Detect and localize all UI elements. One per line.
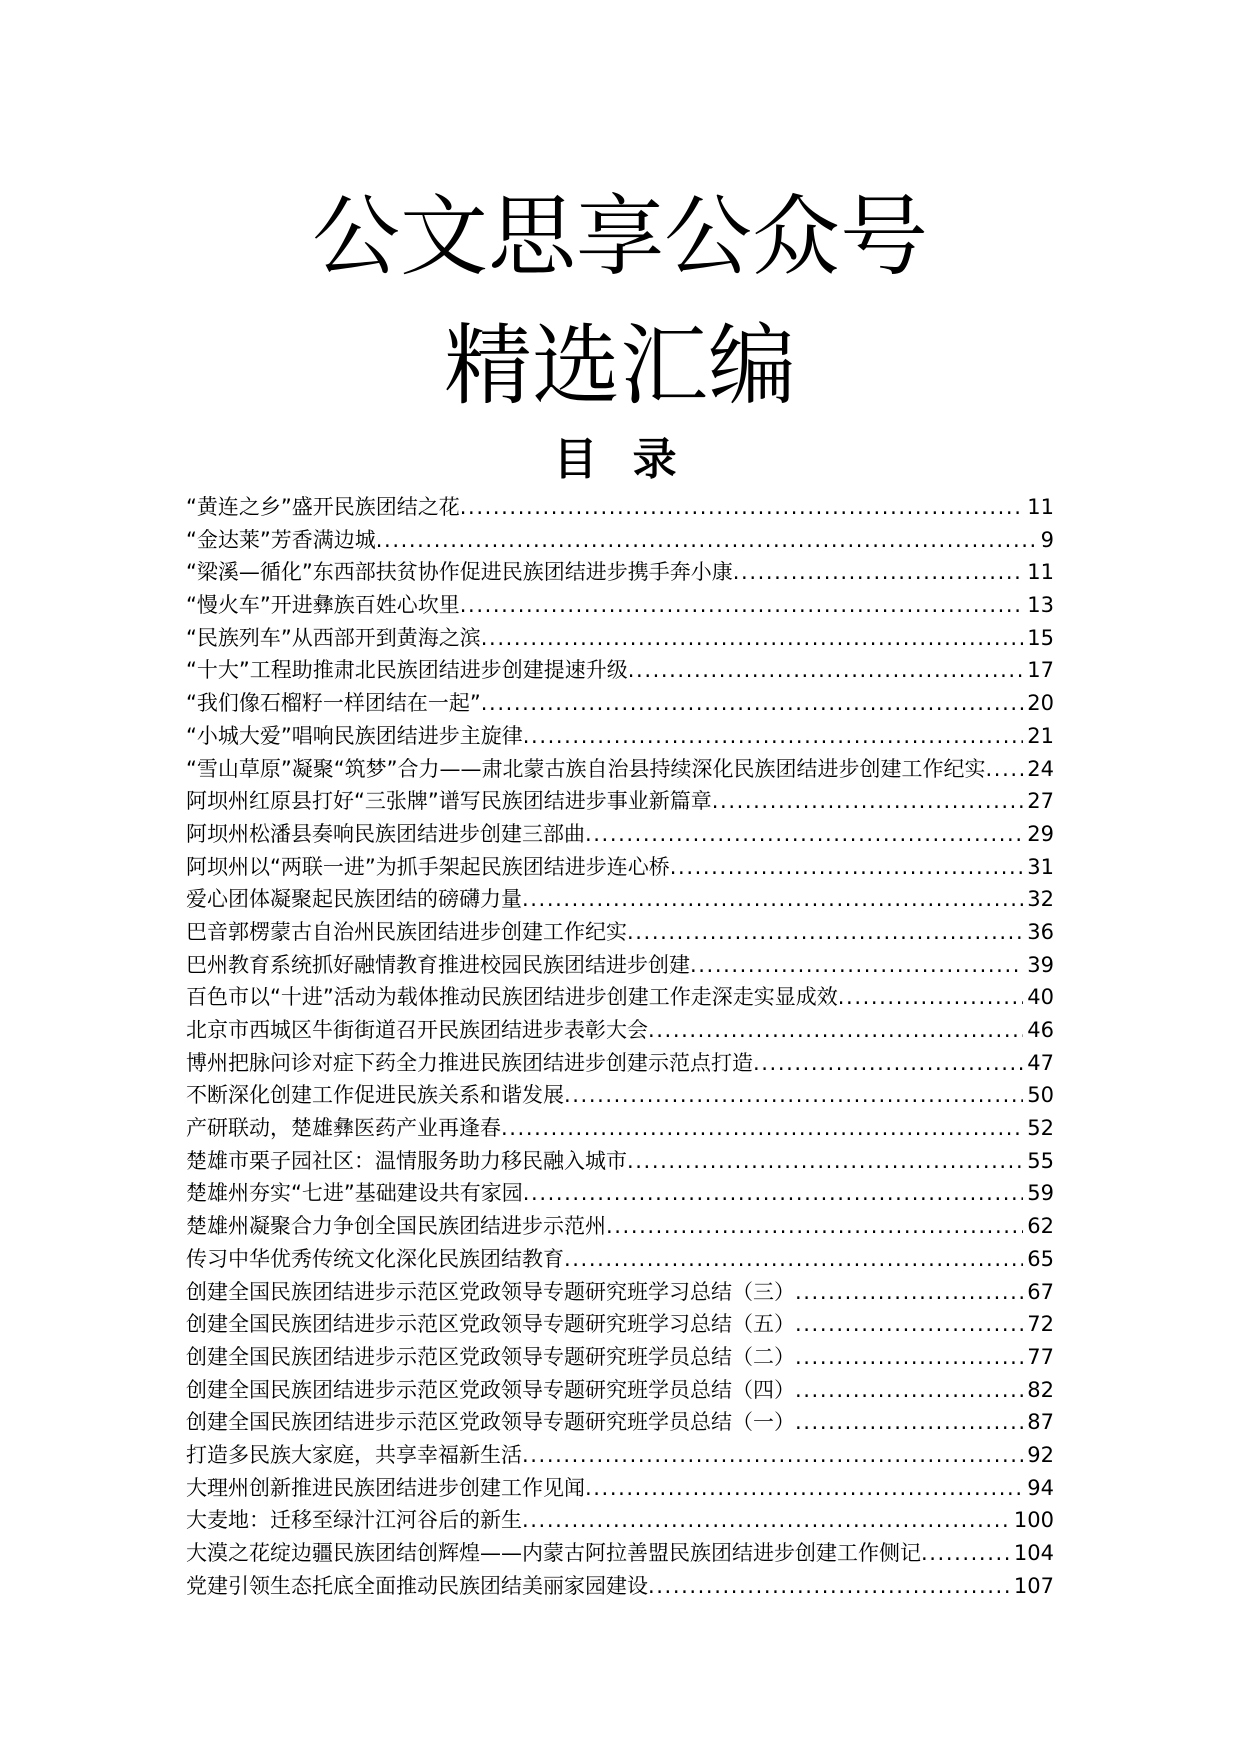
toc-entry[interactable] [186, 1374, 1054, 1407]
toc-entry-page-number: 94 [1027, 1475, 1054, 1500]
toc-entry[interactable] [186, 981, 1054, 1014]
toc-entry-title: 创建全国民族团结进步示范区党政领导专题研究班学员总结（四） [186, 1377, 795, 1402]
toc-entry-title: “雪山草原”凝聚“筑梦”合力——肃北蒙古族自治县持续深化民族团结进步创建工作纪实 [186, 756, 986, 781]
toc-entry-title: “金达莱”芳香满边城 [186, 527, 376, 552]
toc-entry-title: 楚雄州凝聚合力争创全国民族团结进步示范州 [186, 1214, 606, 1239]
toc-entry[interactable] [186, 818, 1054, 851]
toc-entry-page-number: 92 [1027, 1442, 1054, 1467]
toc-entry-title: “十大”工程助推肃北民族团结进步创建提速升级 [186, 658, 628, 683]
toc-entry[interactable] [186, 556, 1054, 589]
toc-entry-title: 大漠之花绽边疆民族团结创辉煌——内蒙古阿拉善盟民族团结进步创建工作侧记 [186, 1541, 921, 1565]
toc-entry-page-number: 17 [1027, 658, 1054, 683]
dot-leader [986, 753, 1024, 786]
toc-entry-page-number: 65 [1027, 1246, 1054, 1271]
dot-leader [648, 1014, 1023, 1047]
toc-entry-title: 阿坝州红原县打好“三张牌”谱写民族团结进步事业新篇章 [186, 789, 712, 814]
dot-leader [522, 1439, 1023, 1472]
dot-leader [606, 1210, 1023, 1243]
toc-entry-title: 阿坝州以“两联一进”为抓手架起民族团结进步连心桥 [186, 854, 670, 879]
dot-leader [522, 883, 1023, 916]
dot-leader [523, 1177, 1024, 1210]
dot-leader [376, 524, 1037, 557]
dot-leader [753, 1047, 1023, 1080]
toc-entry-page-number: 87 [1027, 1410, 1054, 1435]
dot-leader [481, 622, 1024, 655]
dot-leader [564, 1243, 1023, 1276]
toc-entry[interactable] [186, 1145, 1054, 1178]
toc-entry[interactable] [186, 753, 1054, 786]
toc-entry-title: 楚雄州夯实“七进”基础建设共有家园 [186, 1181, 523, 1206]
dot-leader [585, 818, 1023, 851]
toc-entry-page-number: 32 [1027, 887, 1054, 912]
toc-entry-page-number: 107 [1013, 1573, 1054, 1598]
toc-entry-title: “小城大爱”唱响民族团结进步主旋律 [186, 723, 523, 748]
toc-entry-page-number: 20 [1027, 691, 1054, 716]
toc-entry-title: 爱心团体凝聚起民族团结的磅礴力量 [186, 887, 522, 912]
toc-entry-page-number: 36 [1027, 919, 1054, 944]
toc-entry-title: “民族列车”从西部开到黄海之滨 [186, 625, 481, 650]
toc-entry[interactable] [186, 1504, 1054, 1537]
toc-entry-title: 传习中华优秀传统文化深化民族团结教育 [186, 1246, 564, 1271]
toc-entry-title: 巴州教育系统抓好融情教育推进校园民族团结进步创建 [186, 952, 690, 977]
toc-entry-page-number: 100 [1013, 1508, 1054, 1533]
toc-entry-title: 创建全国民族团结进步示范区党政领导专题研究班学员总结（一） [186, 1410, 795, 1435]
toc-entry-page-number: 67 [1027, 1279, 1054, 1304]
toc-entry-page-number: 39 [1027, 952, 1054, 977]
toc-entry[interactable] [186, 1308, 1054, 1341]
toc-entry[interactable] [186, 589, 1054, 622]
dot-leader [627, 1145, 1023, 1178]
toc-entry[interactable] [186, 785, 1054, 818]
toc-entry[interactable] [186, 491, 1054, 524]
toc-entry[interactable] [186, 851, 1054, 884]
document-title-line-2: 精选汇编 [443, 314, 796, 417]
toc-entry-title: 北京市西城区牛街街道召开民族团结进步表彰大会 [186, 1018, 648, 1042]
toc-entry-page-number: 40 [1027, 985, 1054, 1010]
dot-leader [564, 1079, 1023, 1112]
toc-entry-page-number: 21 [1027, 723, 1054, 748]
toc-entry-title: 巴音郭楞蒙古自治州民族团结进步创建工作纪实 [186, 919, 627, 944]
toc-entry[interactable] [186, 916, 1054, 949]
toc-entry-page-number: 13 [1027, 593, 1054, 618]
toc-entry-title: “黄连之乡”盛开民族团结之花 [186, 495, 460, 519]
toc-entry-page-number: 82 [1027, 1377, 1054, 1402]
toc-entry-page-number: 47 [1027, 1050, 1054, 1075]
dot-leader [523, 720, 1024, 753]
toc-entry-title: 楚雄市栗子园社区：温情服务助力移民融入城市 [186, 1148, 627, 1173]
toc-entry[interactable] [186, 1341, 1054, 1374]
document-title-line-1: 公文思享公众号 [311, 185, 928, 288]
toc-entry[interactable] [186, 1472, 1054, 1505]
toc-entry-title: “梁溪—循化”东西部扶贫协作促进民族团结进步携手奔小康 [186, 560, 733, 585]
toc-entry[interactable] [186, 524, 1054, 557]
dot-leader [481, 687, 1024, 720]
toc-entry[interactable] [186, 1014, 1054, 1047]
toc-entry[interactable] [186, 1210, 1054, 1243]
toc-entry-page-number: 31 [1027, 854, 1054, 879]
toc-entry-page-number: 15 [1027, 625, 1054, 650]
toc-entry-title: 阿坝州松潘县奏响民族团结进步创建三部曲 [186, 821, 585, 846]
dot-leader [628, 654, 1024, 687]
toc-entry[interactable] [186, 654, 1054, 687]
toc-entry[interactable] [186, 949, 1054, 982]
toc-entry-title: 大理州创新推进民族团结进步创建工作见闻 [186, 1475, 585, 1500]
dot-leader [921, 1537, 1010, 1570]
toc-entry-title: 百色市以“十进”活动为载体推动民族团结进步创建工作走深走实显成效 [186, 985, 838, 1010]
dot-leader [712, 785, 1024, 818]
dot-leader [627, 916, 1023, 949]
toc-entry[interactable] [186, 1276, 1054, 1309]
toc-entry-page-number: 46 [1027, 1018, 1054, 1042]
toc-entry-title: 打造多民族大家庭，共享幸福新生活 [186, 1442, 522, 1467]
toc-entry[interactable] [186, 1079, 1054, 1112]
toc-entry-title: 大麦地：迁移至绿汁江河谷后的新生 [186, 1508, 522, 1533]
toc-entry-title: “我们像石榴籽一样团结在一起” [186, 691, 481, 716]
toc-entry-title: 创建全国民族团结进步示范区党政领导专题研究班学习总结（五） [186, 1312, 795, 1337]
toc-entry-page-number: 9 [1040, 527, 1054, 552]
dot-leader [648, 1570, 1010, 1603]
toc-entry-page-number: 50 [1027, 1083, 1054, 1108]
toc-entry-page-number: 24 [1027, 756, 1054, 781]
toc-entry-title: 产研联动，楚雄彝医药产业再逢春 [186, 1116, 501, 1141]
toc-entry[interactable] [186, 1243, 1054, 1276]
toc-entry[interactable] [186, 1047, 1054, 1080]
dot-leader [460, 491, 1024, 524]
toc-entry-page-number: 27 [1027, 789, 1054, 814]
toc-entry[interactable] [186, 1439, 1054, 1472]
dot-leader [522, 1504, 1010, 1537]
dot-leader [690, 949, 1023, 982]
toc-entry[interactable] [186, 1406, 1054, 1439]
table-of-contents [186, 491, 1054, 1602]
toc-entry[interactable] [186, 883, 1054, 916]
toc-entry-page-number: 104 [1013, 1541, 1054, 1565]
dot-leader [585, 1472, 1023, 1505]
toc-entry[interactable] [186, 1177, 1054, 1210]
toc-entry[interactable] [186, 622, 1054, 655]
toc-entry-title: “慢火车”开进彝族百姓心坎里 [186, 593, 460, 618]
dot-leader [795, 1374, 1023, 1407]
dot-leader [795, 1341, 1023, 1374]
dot-leader [795, 1276, 1023, 1309]
toc-entry[interactable] [186, 1537, 1054, 1570]
toc-entry-page-number: 77 [1027, 1344, 1054, 1369]
toc-entry-page-number: 72 [1027, 1312, 1054, 1337]
toc-entry-title: 党建引领生态托底全面推动民族团结美丽家园建设 [186, 1573, 648, 1598]
toc-entry-title: 博州把脉问诊对症下药全力推进民族团结进步创建示范点打造 [186, 1050, 753, 1075]
dot-leader [838, 981, 1024, 1014]
dot-leader [795, 1406, 1023, 1439]
dot-leader [501, 1112, 1023, 1145]
toc-entry-page-number: 59 [1027, 1181, 1054, 1206]
toc-heading: 目 录 [553, 434, 687, 485]
toc-entry-page-number: 29 [1027, 821, 1054, 846]
toc-entry-title: 不断深化创建工作促进民族关系和谐发展 [186, 1083, 564, 1108]
dot-leader [795, 1308, 1023, 1341]
toc-entry-title: 创建全国民族团结进步示范区党政领导专题研究班学习总结（三） [186, 1279, 795, 1304]
toc-entry-title: 创建全国民族团结进步示范区党政领导专题研究班学员总结（二） [186, 1344, 795, 1369]
toc-entry[interactable] [186, 1112, 1054, 1145]
toc-entry-page-number: 52 [1027, 1116, 1054, 1141]
toc-entry[interactable] [186, 720, 1054, 753]
toc-entry-page-number: 11 [1027, 560, 1054, 585]
dot-leader [670, 851, 1024, 884]
dot-leader [460, 589, 1024, 622]
toc-entry-page-number: 11 [1027, 495, 1054, 519]
toc-entry-page-number: 62 [1027, 1214, 1054, 1239]
toc-entry-page-number: 55 [1027, 1148, 1054, 1173]
toc-entry[interactable] [186, 1570, 1054, 1603]
dot-leader [733, 556, 1024, 589]
toc-entry[interactable] [186, 687, 1054, 720]
